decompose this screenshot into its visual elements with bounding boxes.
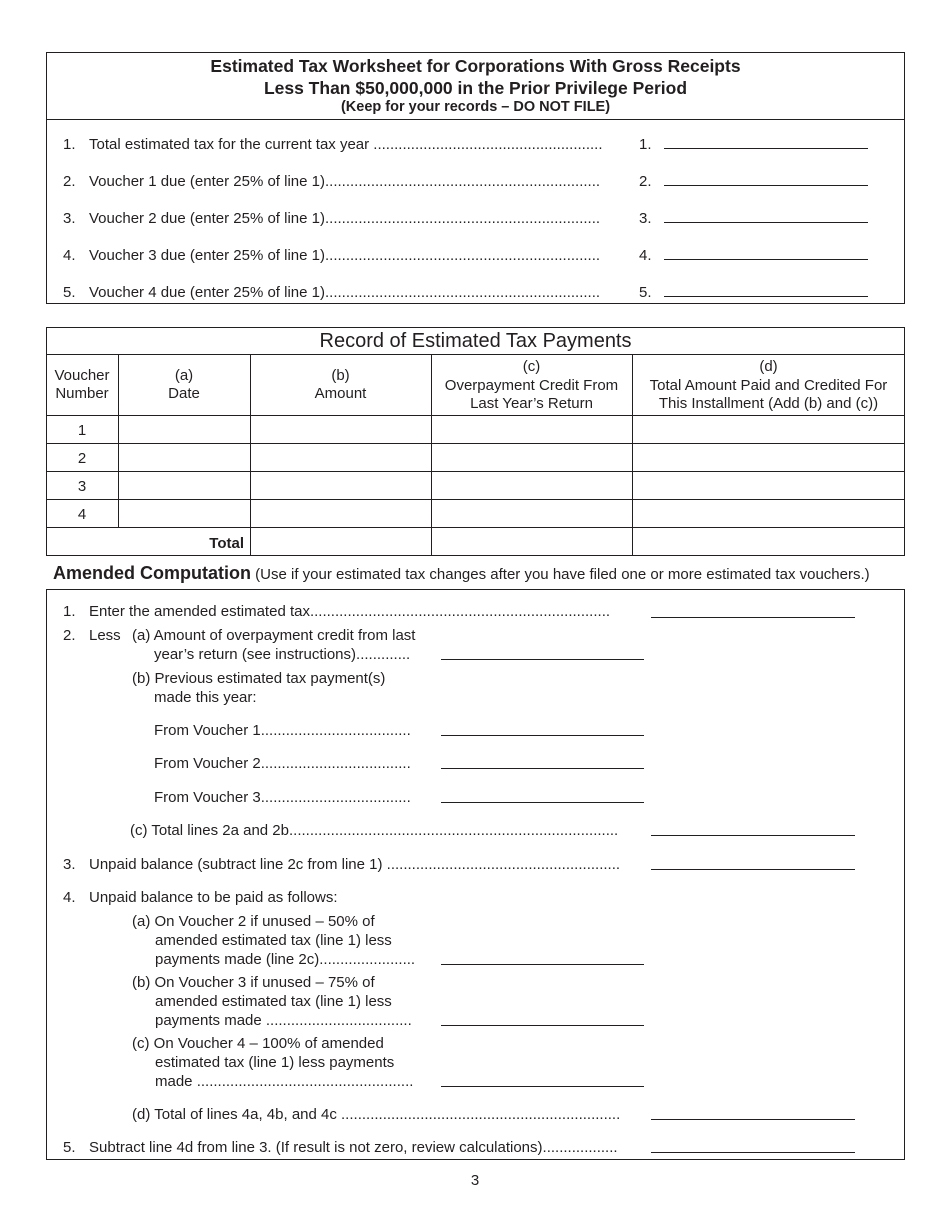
worksheet-line4-label: Voucher 3 due (enter 25% of line 1).................................................................. xyxy=(89,247,601,264)
row2-overpayment-cell[interactable] xyxy=(433,445,631,470)
total-overpayment-cell[interactable] xyxy=(433,529,631,554)
worksheet-line5-number: 5. xyxy=(63,284,76,301)
row1-amount-cell[interactable] xyxy=(252,417,430,442)
worksheet-line2-number: 2. xyxy=(63,173,76,190)
page-number: 3 xyxy=(470,1172,480,1189)
row3-amount-cell[interactable] xyxy=(252,473,430,498)
record-table-title: Record of Estimated Tax Payments xyxy=(319,330,632,352)
amended-line4b-label-3: payments made ................................... xyxy=(155,1012,412,1029)
from-voucher1-field[interactable] xyxy=(441,735,644,736)
row3-date-cell[interactable] xyxy=(120,473,250,498)
worksheet-line4-number: 4. xyxy=(63,247,76,264)
worksheet-line3-label: Voucher 2 due (enter 25% of line 1).................................................................. xyxy=(89,210,601,227)
worksheet-line4-field[interactable] xyxy=(664,259,868,260)
worksheet-line5-field[interactable] xyxy=(664,296,868,297)
amended-line3-number: 3. xyxy=(63,856,76,873)
col-header-voucher: Voucher Number xyxy=(54,367,110,402)
col-header-date: (a) Date xyxy=(168,367,200,402)
worksheet-subtitle: (Keep for your records – DO NOT FILE) xyxy=(340,99,611,115)
amended-line4a-field[interactable] xyxy=(441,964,644,965)
worksheet-line3-field[interactable] xyxy=(664,222,868,223)
amended-line5-field[interactable] xyxy=(651,1152,855,1153)
worksheet-line5-label: Voucher 4 due (enter 25% of line 1).................................................................. xyxy=(89,284,601,301)
worksheet-line3-number: 3. xyxy=(63,210,76,227)
amended-line4a-label-3: payments made (line 2c)....................... xyxy=(155,951,416,968)
amended-line4b-label-1: (b) On Voucher 3 if unused – 75% of xyxy=(132,974,375,991)
row3-overpayment-cell[interactable] xyxy=(433,473,631,498)
from-voucher3-label: From Voucher 3.................................... xyxy=(154,789,411,806)
total-amount-cell[interactable] xyxy=(252,529,430,554)
amended-line4a-label-2: amended estimated tax (line 1) less xyxy=(155,932,392,949)
worksheet-line1-field[interactable] xyxy=(664,148,868,149)
amended-line1-label: Enter the amended estimated tax........................................................................ xyxy=(89,603,611,620)
row2-total-paid-cell[interactable] xyxy=(634,445,903,470)
amended-line2-less: Less xyxy=(89,627,121,644)
worksheet-line1-number: 1. xyxy=(63,136,76,153)
amended-line2a-field[interactable] xyxy=(441,659,644,660)
amended-line4c-label-3: made .................................................... xyxy=(155,1073,414,1090)
amended-line4d-label: (d) Total of lines 4a, 4b, and 4c ................................................................... xyxy=(132,1106,621,1123)
worksheet-line2-ref: 2. xyxy=(639,173,652,190)
row1-total-paid-cell[interactable] xyxy=(634,417,903,442)
amended-line4c-label-1: (c) On Voucher 4 – 100% of amended xyxy=(132,1035,384,1052)
total-paid-cell[interactable] xyxy=(634,529,903,554)
voucher-number-3: 3 xyxy=(77,478,87,495)
amended-line5-label: Subtract line 4d from line 3. (If result is not zero, review calculations).................. xyxy=(89,1139,618,1156)
row4-amount-cell[interactable] xyxy=(252,501,430,526)
amended-line2a-label-1: (a) Amount of overpayment credit from last xyxy=(132,627,416,644)
worksheet-line4-ref: 4. xyxy=(639,247,652,264)
amended-line4d-field[interactable] xyxy=(651,1119,855,1120)
amended-line3-label: Unpaid balance (subtract line 2c from line 1) ........................................................ xyxy=(89,856,621,873)
amended-line4b-field[interactable] xyxy=(441,1025,644,1026)
voucher-number-1: 1 xyxy=(77,422,87,439)
row1-date-cell[interactable] xyxy=(120,417,250,442)
worksheet-line5-ref: 5. xyxy=(639,284,652,301)
from-voucher2-label: From Voucher 2.................................... xyxy=(154,755,411,772)
row4-overpayment-cell[interactable] xyxy=(433,501,631,526)
col-header-overpayment: (c) Overpayment Credit From Last Year’s Return xyxy=(444,358,619,412)
voucher-number-4: 4 xyxy=(77,506,87,523)
amended-heading: Amended Computation (Use if your estimated tax changes after you have filed one or more estimated tax vouchers.) xyxy=(53,563,870,583)
amended-line2-number: 2. xyxy=(63,627,76,644)
amended-line4a-label-1: (a) On Voucher 2 if unused – 50% of xyxy=(132,913,375,930)
from-voucher2-field[interactable] xyxy=(441,768,644,769)
total-label: Total xyxy=(209,535,244,552)
row4-date-cell[interactable] xyxy=(120,501,250,526)
row2-amount-cell[interactable] xyxy=(252,445,430,470)
from-voucher3-field[interactable] xyxy=(441,802,644,803)
amended-line2c-label: (c) Total lines 2a and 2b............................................................................... xyxy=(130,822,619,839)
amended-line3-field[interactable] xyxy=(651,869,855,870)
amended-line1-field[interactable] xyxy=(651,617,855,618)
amended-line4b-label-2: amended estimated tax (line 1) less xyxy=(155,993,392,1010)
from-voucher1-label: From Voucher 1.................................... xyxy=(154,722,411,739)
worksheet-line2-label: Voucher 1 due (enter 25% of line 1).................................................................. xyxy=(89,173,601,190)
voucher-number-2: 2 xyxy=(77,450,87,467)
row3-total-paid-cell[interactable] xyxy=(634,473,903,498)
worksheet-line1-ref: 1. xyxy=(639,136,652,153)
row1-overpayment-cell[interactable] xyxy=(433,417,631,442)
col-header-total-paid: (d) Total Amount Paid and Credited For This Installment (Add (b) and (c)) xyxy=(649,358,888,412)
row4-total-paid-cell[interactable] xyxy=(634,501,903,526)
row2-date-cell[interactable] xyxy=(120,445,250,470)
worksheet-title-line2: Less Than $50,000,000 in the Prior Privilege Period xyxy=(263,78,688,98)
worksheet-title-line1: Estimated Tax Worksheet for Corporations With Gross Receipts xyxy=(210,56,741,76)
amended-line4c-field[interactable] xyxy=(441,1086,644,1087)
amended-line1-number: 1. xyxy=(63,603,76,620)
amended-line2c-field[interactable] xyxy=(651,835,855,836)
amended-line2b-label-1: (b) Previous estimated tax payment(s) xyxy=(132,670,386,687)
amended-line4-label: Unpaid balance to be paid as follows: xyxy=(89,889,338,906)
amended-line4-number: 4. xyxy=(63,889,76,906)
worksheet-line2-field[interactable] xyxy=(664,185,868,186)
amended-line5-number: 5. xyxy=(63,1139,76,1156)
worksheet-line3-ref: 3. xyxy=(639,210,652,227)
worksheet-header-divider xyxy=(46,119,905,120)
amended-line2b-label-2: made this year: xyxy=(154,689,257,706)
worksheet-line1-label: Total estimated tax for the current tax year ....................................................... xyxy=(89,136,603,153)
col-header-amount: (b) Amount xyxy=(314,367,367,402)
amended-line2a-label-2: year’s return (see instructions)............. xyxy=(154,646,411,663)
amended-line4c-label-2: estimated tax (line 1) less payments xyxy=(155,1054,395,1071)
